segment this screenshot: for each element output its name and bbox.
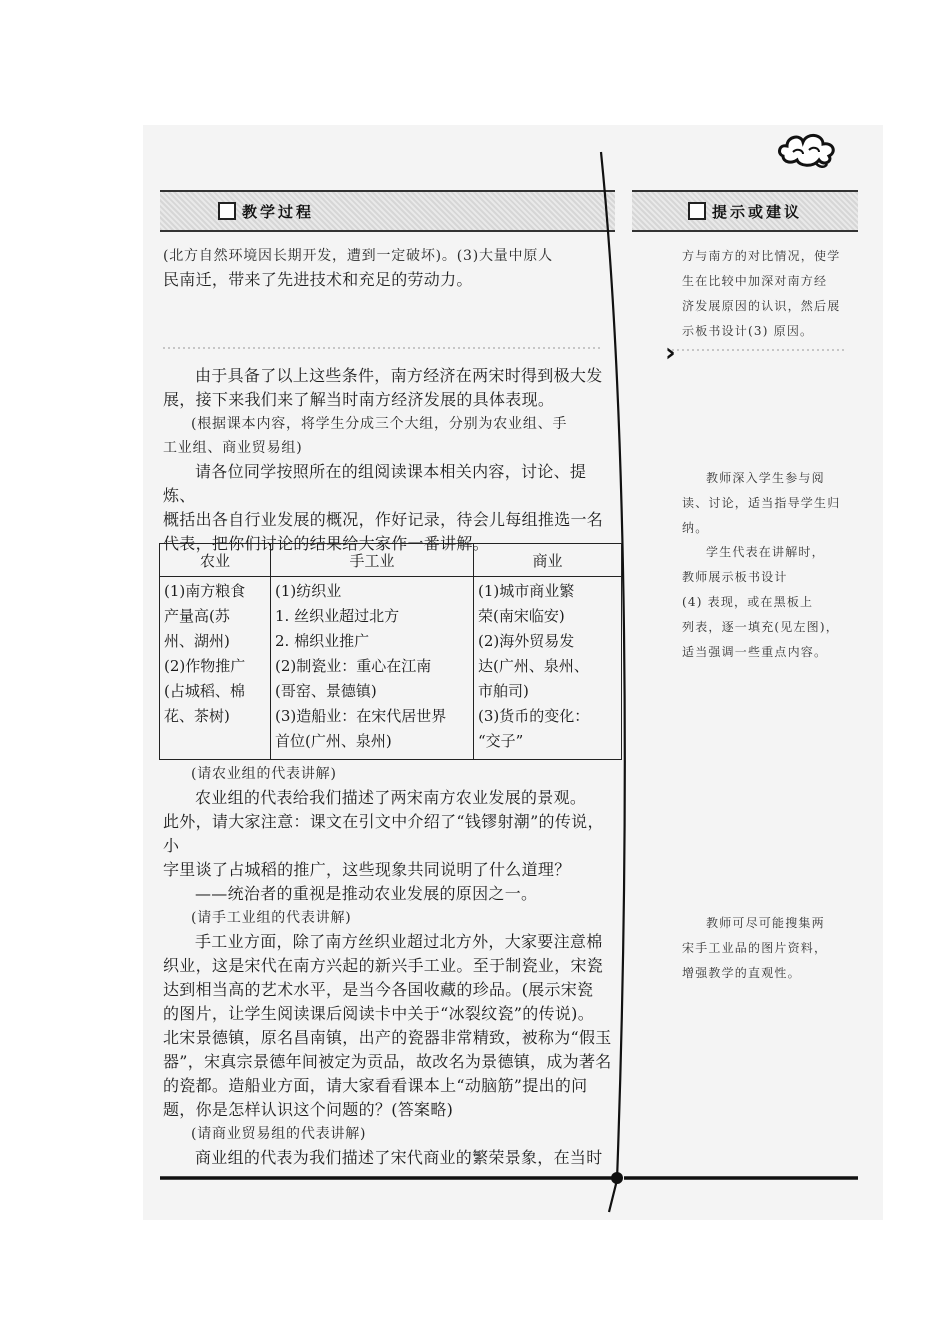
text-line: 织业，这是宋代在南方兴起的新兴手工业。至于制瓷业，宋瓷 (163, 956, 604, 975)
cell-line: 市舶司) (478, 682, 529, 700)
table-cell-commerce (474, 577, 622, 760)
table-header-cell: 农业 (160, 544, 271, 577)
cell-line: (占城稻、棉 (164, 682, 245, 700)
note-line: (4) 表现，或在黑板上 (682, 595, 814, 609)
text-line: 手工业方面，除了南方丝织业超过北方外，大家要注意棉 (195, 932, 603, 951)
note-line: 适当强调一些重点内容。 (682, 645, 828, 659)
text-line: 器”，宋真宗景德年间被定为贡品，故改名为景德镇，成为著名 (163, 1052, 612, 1071)
cell-line: 2. 棉织业推广 (275, 632, 370, 650)
text-line: 商业组的代表为我们描述了宋代商业的繁荣景象，在当时 (195, 1148, 603, 1167)
cell-line: 首位(广州、泉州) (275, 732, 392, 750)
cell-line: 荣(南宋临安) (478, 607, 565, 625)
note-line: 教师可尽可能搜集两 (706, 916, 825, 930)
paragraph-intro (163, 364, 618, 556)
cell-line: (3)货币的变化： (478, 707, 590, 725)
cell-line: (2)海外贸易发 (478, 632, 575, 650)
text-line: 代表，把你们讨论的结果给大家作一番讲解。 (163, 534, 490, 553)
text-line: 题，你是怎样认识这个问题的？(答案略) (163, 1100, 454, 1119)
note-line: 济发展原因的认识，然后展 (682, 299, 841, 313)
note-line: 学生代表在讲解时， (706, 545, 825, 559)
text-line: 民南迁，带来了先进技术和充足的劳动力。 (163, 270, 473, 289)
cell-line: 州、湖州) (164, 632, 230, 650)
text-line: 字里谈了占城稻的推广，这些现象共同说明了什么道理？ (163, 860, 571, 879)
text-line: 此外，请大家注意：课文在引文中介绍了“钱镠射潮”的传说，小 (163, 812, 604, 855)
note-line: 列表，逐一填充(见左图)， (682, 620, 839, 634)
table-row (160, 577, 622, 760)
cell-line: (3)造船业：在宋代居世界 (275, 707, 447, 725)
note-line: 生在比较中加深对南方经 (682, 274, 828, 288)
paragraph-agriculture (163, 762, 618, 1170)
table-cell-handicraft (271, 577, 474, 760)
table-header-cell: 手工业 (271, 544, 474, 577)
table-cell-agriculture (160, 577, 271, 760)
cell-line: (1)纺织业 (275, 582, 342, 600)
sidebar-note-reading (682, 466, 842, 541)
text-line: (北方自然环境因长期开发，遭到一定破坏)。(3)大量中原人 (163, 248, 553, 264)
sidebar-note-comparison (682, 244, 842, 344)
text-line: 工业组、商业贸易组) (163, 440, 303, 456)
text-line: 展，接下来我们来了解当时南方经济发展的具体表现。 (163, 390, 555, 409)
text-line: 北宋景德镇，原名昌南镇，出产的瓷器非常精致，被称为“假玉 (163, 1028, 612, 1047)
cell-line: 花、茶树) (164, 707, 230, 725)
header-title: 提示或建议 (712, 202, 803, 221)
text-line: (请手工业组的代表讲解) (191, 910, 352, 926)
note-line: 教师深入学生参与阅 (706, 471, 825, 485)
sidebar-note-images (682, 911, 842, 986)
cell-line: 1. 丝织业超过北方 (275, 607, 400, 625)
text-line: (根据课本内容，将学生分成三个大组，分别为农业组、手 (191, 416, 568, 432)
text-line: ——统治者的重视是推动农业发展的原因之一。 (195, 884, 538, 903)
note-line: 纳。 (682, 521, 709, 535)
note-line: 方与南方的对比情况，使学 (682, 249, 841, 263)
note-line: 宋手工业品的图片资料， (682, 941, 828, 955)
text-line: 由于具备了以上这些条件，南方经济在两宋时得到极大发 (195, 366, 603, 385)
table-header-cell: 商业 (474, 544, 622, 577)
cell-line: 产量高(苏 (164, 607, 230, 625)
header-title: 教学过程 (242, 202, 315, 221)
note-line: 示板书设计(3) 原因。 (682, 324, 814, 338)
text-line: (请农业组的代表讲解) (191, 766, 337, 782)
sidebar-note-board (682, 540, 842, 665)
text-line: 的瓷都。造船业方面，请大家看看课本上“动脑筋”提出的问 (163, 1076, 588, 1095)
cell-line: (2)制瓷业：重心在江南 (275, 657, 432, 675)
note-line: 增强教学的直观性。 (682, 966, 801, 980)
note-line: 教师展示板书设计 (682, 570, 788, 584)
text-line: 的图片，让学生阅读课后阅读卡中关于“冰裂纹瓷”的传说)。 (163, 1004, 595, 1023)
note-line: 读、讨论，适当指导学生归 (682, 496, 841, 510)
text-line: 请各位同学按照所在的组阅读课本相关内容，讨论、提炼、 (163, 462, 587, 505)
paragraph-causes (163, 244, 618, 292)
text-line: 农业组的代表给我们描述了两宋南方农业发展的景观。 (195, 788, 587, 807)
chevron-right-icon: › (665, 338, 676, 368)
cell-line: “交子” (478, 732, 524, 750)
text-line: 达到相当高的艺术水平，是当今各国收藏的珍品。(展示宋瓷 (163, 980, 594, 999)
text-line: 概括出各自行业发展的概况，作好记录，待会儿每组推选一名 (163, 510, 604, 529)
cell-line: (哥窑、景德镇) (275, 682, 377, 700)
industry-table (159, 543, 622, 760)
cell-line: (1)城市商业繁 (478, 582, 575, 600)
cell-line: 达(广州、泉州、 (478, 657, 589, 675)
cell-line: (2)作物推广 (164, 657, 246, 675)
text-line: (请商业贸易组的代表讲解) (191, 1126, 367, 1142)
table-header-row (160, 544, 622, 577)
cell-line: (1)南方粮食 (164, 582, 246, 600)
